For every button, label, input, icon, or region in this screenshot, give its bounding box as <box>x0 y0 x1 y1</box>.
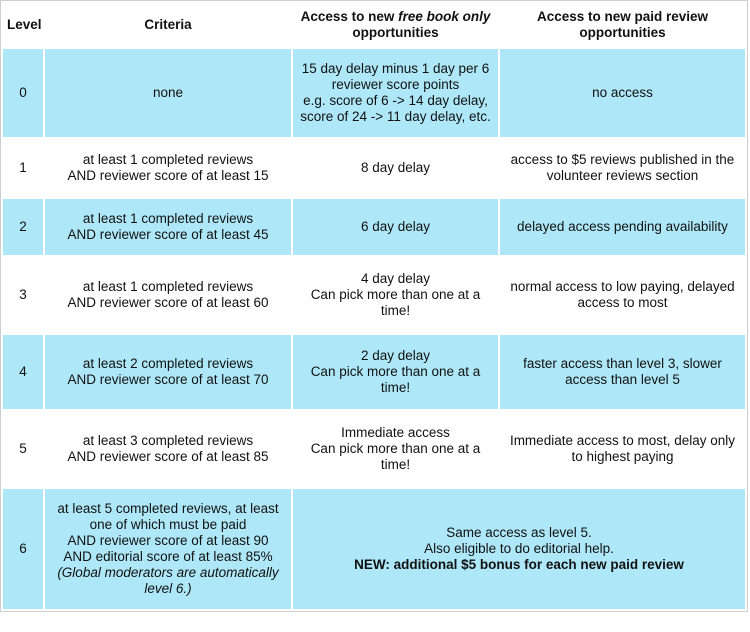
level-cell: 5 <box>3 411 43 487</box>
table-row <box>3 257 745 333</box>
criteria-cell <box>45 489 291 609</box>
level-cell: 0 <box>3 49 43 137</box>
paid-review-cell <box>500 139 745 197</box>
criteria-line: at least 3 completed reviews <box>82 433 254 448</box>
criteria-line: at least 1 completed reviews <box>82 279 254 294</box>
free-line: 6 day delay <box>360 219 431 234</box>
header-free-emphasis: free book only <box>398 9 491 24</box>
level-cell: 6 <box>3 489 43 609</box>
header-free-book <box>293 3 498 47</box>
criteria-cell <box>45 199 291 255</box>
free-line: Can pick more than one at a <box>310 441 481 456</box>
table-row <box>3 489 745 609</box>
paid-line: access to $5 reviews published in the <box>510 152 735 167</box>
free-line: 15 day delay minus 1 day per 6 <box>301 61 490 76</box>
criteria-cell <box>45 335 291 409</box>
free-line: time! <box>380 303 411 318</box>
paid-review-cell <box>500 49 745 137</box>
paid-line: normal access to low paying, delayed <box>510 279 735 294</box>
free-line: time! <box>380 380 411 395</box>
criteria-line: one of which must be paid <box>89 517 247 532</box>
paid-line: volunteer reviews section <box>546 168 699 183</box>
criteria-line: at least 5 completed reviews, at least <box>57 501 279 516</box>
level-cell: 2 <box>3 199 43 255</box>
criteria-line: AND editorial score of at least 85% <box>63 549 273 564</box>
free-line: score of 24 -> 11 day delay, etc. <box>300 109 491 124</box>
header-free-suffix: opportunities <box>352 25 439 40</box>
criteria-line: AND reviewer score of at least 70 <box>67 372 269 387</box>
criteria-cell <box>45 411 291 487</box>
free-book-cell <box>293 199 498 255</box>
free-line: Immediate access <box>341 425 450 440</box>
paid-review-cell <box>500 257 745 333</box>
table-row <box>3 335 745 409</box>
criteria-line: at least 2 completed reviews <box>82 356 254 371</box>
free-line: Can pick more than one at a <box>310 287 481 302</box>
criteria-note: level 6.) <box>144 581 192 596</box>
paid-line: faster access than level 3, slower <box>523 356 722 371</box>
table-row <box>3 49 745 137</box>
free-line: 8 day delay <box>360 160 431 175</box>
table-row <box>3 139 745 197</box>
header-free-prefix: Access to new <box>300 9 395 24</box>
header-level: Level <box>3 3 43 47</box>
header-paid-review: Access to new paid review opportunities <box>500 3 745 47</box>
table-row <box>3 411 745 487</box>
level-cell: 4 <box>3 335 43 409</box>
free-line: 4 day delay <box>360 271 431 286</box>
header-criteria: Criteria <box>45 3 291 47</box>
paid-line: Immediate access to most, delay only <box>509 433 736 448</box>
paid-review-cell <box>500 335 745 409</box>
paid-review-cell <box>500 199 745 255</box>
paid-line: access than level 5 <box>565 372 680 387</box>
free-book-cell <box>293 49 498 137</box>
criteria-line: AND reviewer score of at least 15 <box>67 168 269 183</box>
criteria-line: none <box>152 85 184 100</box>
free-line: reviewer score points <box>331 77 460 92</box>
merged-line: Also eligible to do editorial help. <box>424 541 614 556</box>
criteria-cell <box>45 139 291 197</box>
criteria-line: at least 1 completed reviews <box>82 211 254 226</box>
merged-line: Same access as level 5. <box>446 525 592 540</box>
header-row <box>3 3 745 47</box>
paid-line: access to most <box>577 295 668 310</box>
free-line: time! <box>380 457 411 472</box>
merged-access-cell <box>293 489 745 609</box>
criteria-note: (Global moderators are automatically <box>57 565 279 580</box>
criteria-line: at least 1 completed reviews <box>82 152 254 167</box>
paid-line: delayed access pending availability <box>517 219 728 234</box>
criteria-line: AND reviewer score of at least 60 <box>67 295 269 310</box>
free-book-cell <box>293 335 498 409</box>
criteria-line: AND reviewer score of at least 45 <box>67 227 269 242</box>
free-book-cell <box>293 139 498 197</box>
free-line: Can pick more than one at a <box>310 364 481 379</box>
criteria-cell <box>45 257 291 333</box>
free-line: e.g. score of 6 -> 14 day delay, <box>303 93 488 108</box>
table-row <box>3 199 745 255</box>
paid-line: to highest paying <box>571 449 674 464</box>
free-book-cell <box>293 411 498 487</box>
criteria-line: AND reviewer score of at least 85 <box>67 449 269 464</box>
criteria-line: AND reviewer score of at least 90 <box>67 533 269 548</box>
free-book-cell <box>293 257 498 333</box>
criteria-cell <box>45 49 291 137</box>
level-cell: 3 <box>3 257 43 333</box>
free-line: 2 day delay <box>360 348 431 363</box>
paid-review-cell <box>500 411 745 487</box>
bonus-note: NEW: additional $5 bonus for each new paid review <box>354 557 684 572</box>
level-cell: 1 <box>3 139 43 197</box>
paid-line: no access <box>592 85 653 100</box>
